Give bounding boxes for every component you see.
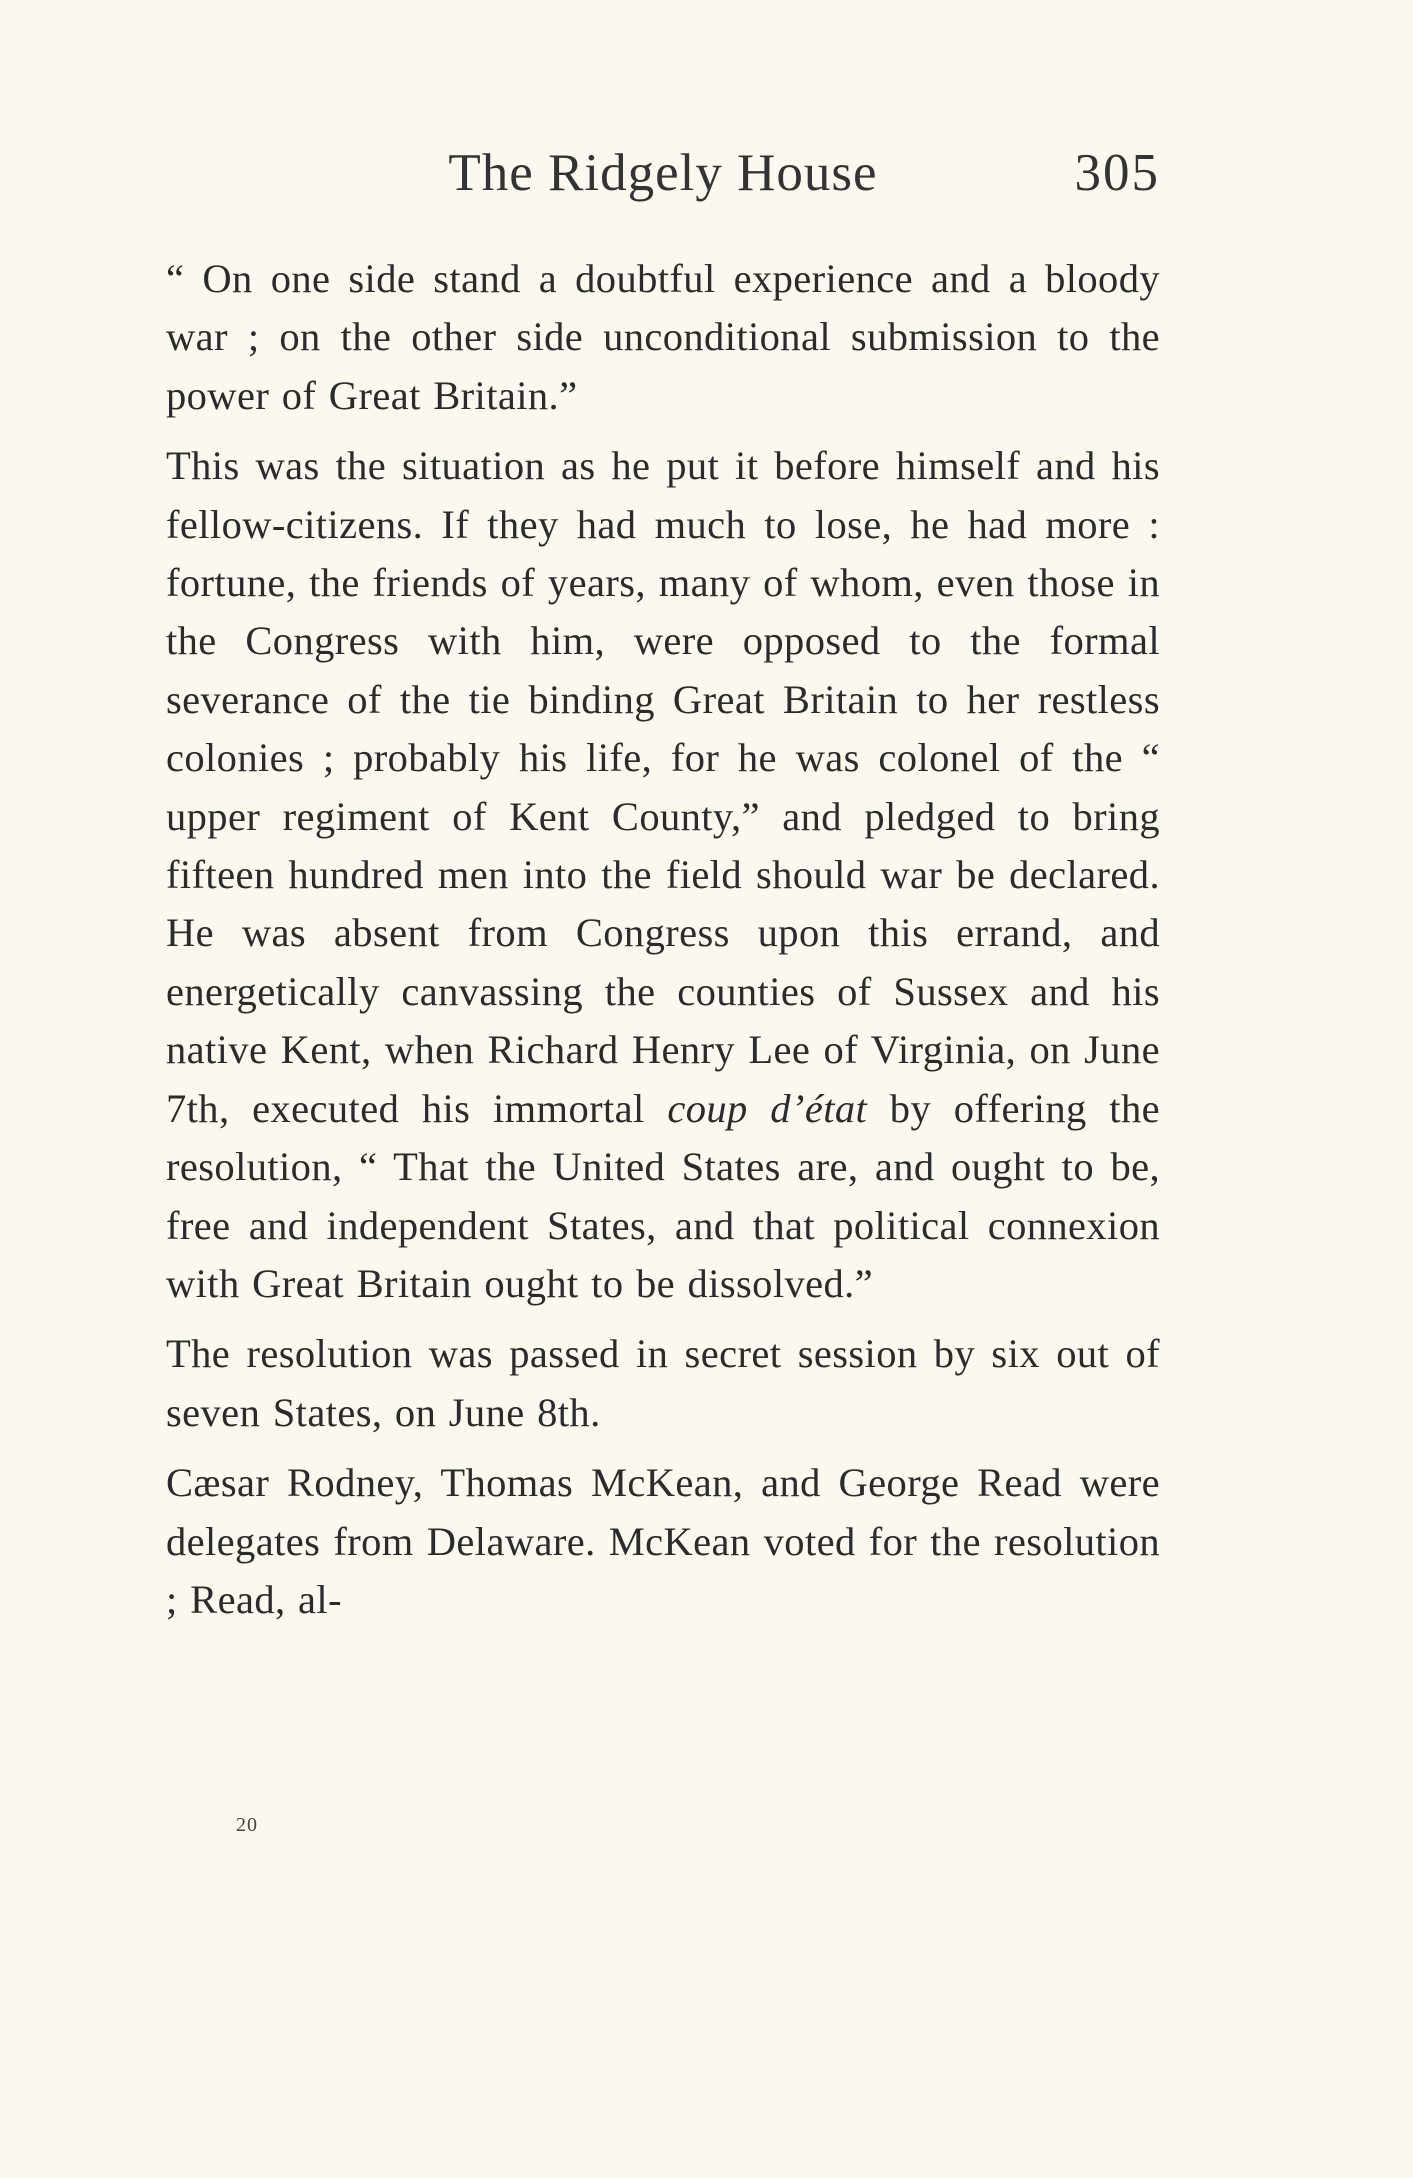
paragraph: [166, 1454, 1160, 1629]
paragraph-text: The resolution was passed in secret session by six out of seven States, on June 8th.: [166, 1331, 1160, 1435]
page-number: 305: [1074, 144, 1160, 202]
signature-mark: 20: [236, 1814, 258, 1836]
italic-phrase: coup d’état: [667, 1085, 868, 1131]
paragraph-text: This was the situation as he put it before himself and his fellow-citizens. If they had much to lose, he had more : fortune, the friends of years, many of whom, even those in the Congress with him, were opposed to the formal severance of the tie binding Great Britain to her restless colonies ; probably his life, for he was colonel of the “ upper regiment of Kent County,” and pledged to bring fifteen hundred men into the field should war be declared. He was absent from Congress upon this errand, and energetically canvassing the counties of Sussex and his native Kent, when Richard Henry Lee of Virginia, on June 7th, executed his immortal: [166, 443, 1160, 1131]
running-head: [166, 138, 1160, 208]
running-title: The Ridgely House: [448, 144, 878, 202]
body-text: [166, 250, 1160, 1641]
paragraph: [166, 1325, 1160, 1442]
paragraph: [166, 437, 1160, 1313]
paragraph: [166, 250, 1160, 425]
paragraph-text: “ On one side stand a doubtful experience and a bloody war ; on the other side unconditional submission to the power of Great Britain.”: [166, 256, 1160, 418]
paragraph-text: by offering the resolution, “ That the United States are, and ought to be, free and independent States, and that political connexion with Great Britain ought to be dissolved.”: [166, 1085, 1160, 1306]
paragraph-text: Cæsar Rodney, Thomas McKean, and George Read were delegates from Delaware. McKean voted for the resolution ; Read, al-: [166, 1460, 1160, 1622]
